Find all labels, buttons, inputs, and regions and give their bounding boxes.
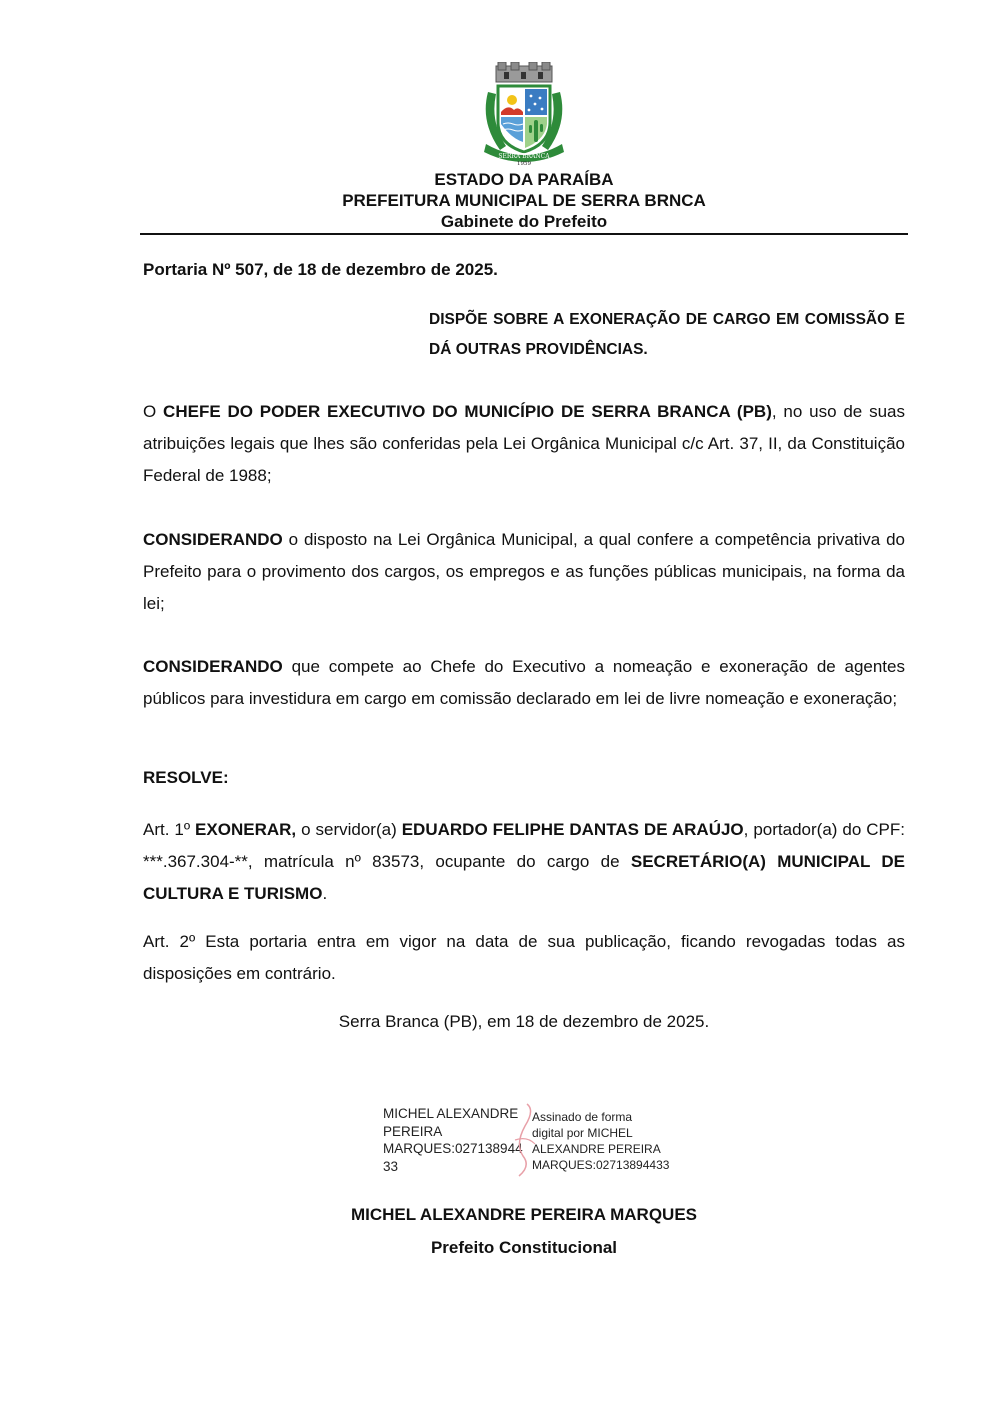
signer-name: MICHEL ALEXANDRE PEREIRA MARQUES [350, 1205, 697, 1224]
municipality-name: PREFEITURA MUNICIPAL DE SERRA BRNCA [342, 191, 706, 210]
considerando-paragraph-1 [143, 524, 905, 620]
ementa: DISPÕE SOBRE A EXONERAÇÃO DE CARGO EM COMISSÃO E DÁ OUTRAS PROVIDÊNCIAS. [429, 311, 905, 358]
article-1 [143, 814, 905, 910]
municipal-crest [478, 62, 570, 166]
header-divider [140, 233, 908, 235]
resolve-heading: RESOLVE: [143, 768, 229, 787]
article-2: Art. 2º Esta portaria entra em vigor na data de sua publicação, ficando revogadas todas as disposições em contrário. [143, 932, 905, 983]
preamble-authority: CHEFE DO PODER EXECUTIVO DO MUNICÍPIO DE SERRA BRANCA (PB) [163, 402, 772, 421]
considerando-paragraph-2 [143, 651, 905, 715]
sig-left-line: MARQUES:027138944 [383, 1141, 523, 1156]
signer-title: Prefeito Constitucional [430, 1238, 618, 1257]
state-name: ESTADO DA PARAÍBA [434, 170, 614, 189]
art1-text-2: , portador(a) do CPF: ***.367.304-**, matrícula nº 83573, ocupante do cargo de [143, 820, 905, 871]
art1-text-1: o servidor(a) [296, 820, 402, 839]
sig-left-line: 33 [383, 1158, 399, 1174]
portaria-title: Portaria Nº 507, de 18 de dezembro de 2025. [143, 260, 498, 279]
considerando-text-1: o disposto na Lei Orgânica Municipal, a qual confere a competência privativa do Prefeito para o provimento dos cargos, os empregos e as funções públicas municipais, na forma da lei; [143, 530, 905, 613]
considerando-text-2: que compete ao Chefe do Executivo a nomeação e exoneração de agentes públicos para investidura em cargo em comissão declarado em lei de livre nomeação e exoneração; [143, 657, 905, 708]
considerando-keyword-1: CONSIDERANDO [143, 530, 283, 549]
digital-signature-name-block [383, 1105, 523, 1175]
sig-left-line: PEREIRA [383, 1123, 443, 1139]
art1-position: SECRETÁRIO(A) MUNICIPAL DE CULTURA E TURISMO [143, 852, 905, 903]
crest-ribbon-text: SERRA BRANCA [498, 153, 550, 160]
crest-year: 1959 [517, 161, 531, 166]
office-name: Gabinete do Prefeito [440, 212, 608, 231]
considerando-keyword-2: CONSIDERANDO [143, 657, 283, 676]
place-date: Serra Branca (PB), em 18 de dezembro de 2025. [338, 1012, 710, 1031]
art1-label: Art. 1º [143, 820, 196, 839]
art1-action: EXONERAR, [195, 820, 297, 839]
preamble-text-1: O [143, 402, 164, 421]
art1-text-3: . [322, 884, 328, 903]
preamble-paragraph [143, 396, 905, 492]
digital-signature-stamp [532, 1109, 669, 1173]
art1-servant-name: EDUARDO FELIPHE DANTAS DE ARAÚJO [401, 820, 744, 839]
sig-right-line: Assinado de forma [532, 1110, 633, 1124]
preamble-text-2: , no uso de suas atribuições legais que lhes são conferidas pela Lei Orgânica Municipal c/c Art. 37, II, da Constituição Federal de 1988; [143, 402, 905, 485]
sig-right-line: ALEXANDRE PEREIRA [532, 1142, 661, 1156]
sig-right-line: MARQUES:02713894433 [532, 1158, 670, 1172]
sig-right-line: digital por MICHEL [532, 1126, 633, 1140]
sig-left-line: MICHEL ALEXANDRE [383, 1106, 519, 1121]
